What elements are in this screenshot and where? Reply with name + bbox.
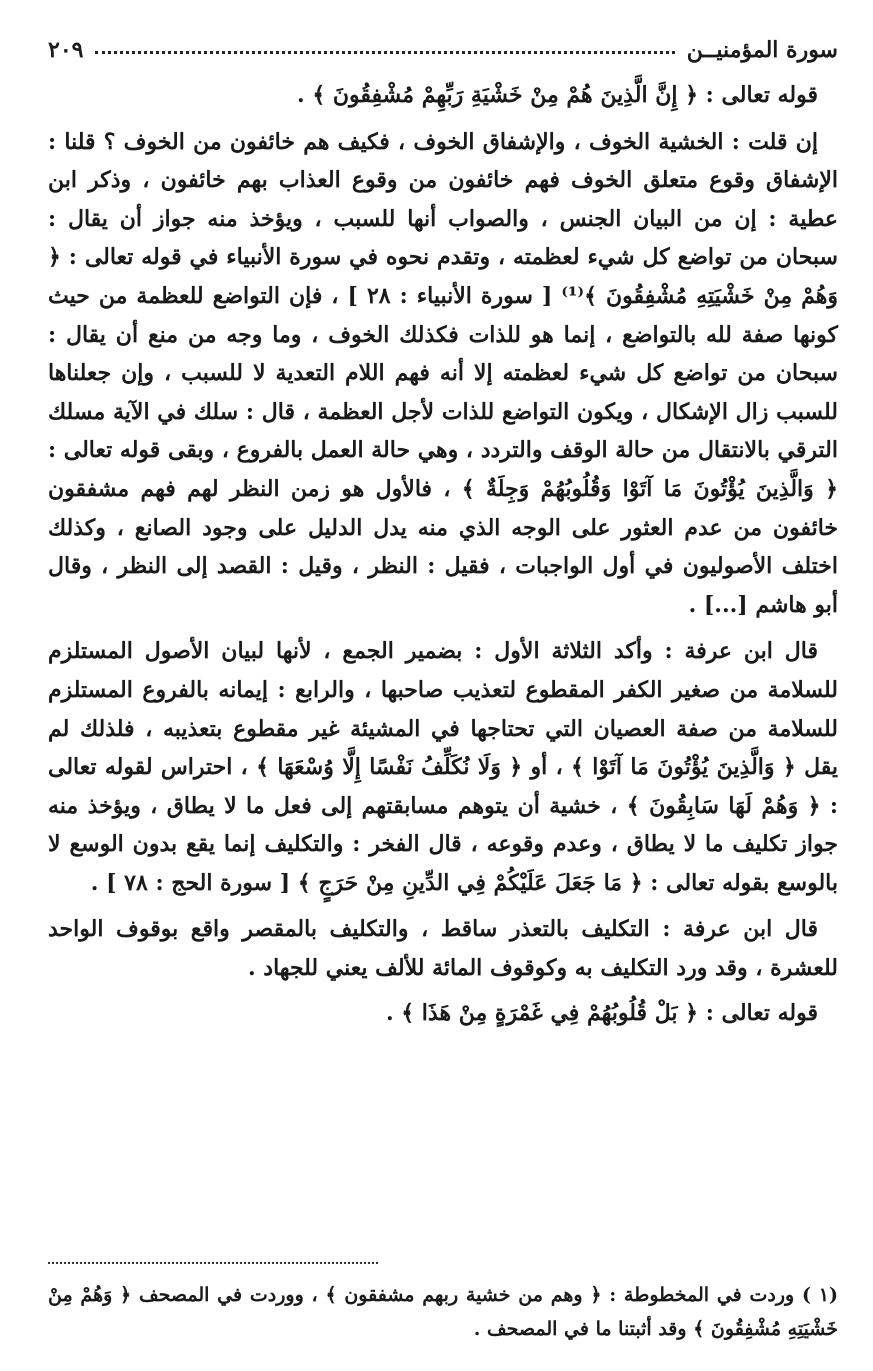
page-number: ٢٠٩ (48, 37, 84, 63)
surah-title: سورة المؤمنيــن (686, 37, 838, 63)
header-dotted-leader (95, 51, 674, 54)
page (48, 30, 838, 1032)
verse-heading-2: قوله تعالى : ﴿ بَلْ قُلُوبُهُمْ فِي غَمْرَةٍ مِنْ هَذَا ﴾ . (385, 999, 818, 1026)
paragraph-3: قال ابن عرفة : التكليف بالتعذر ساقط ، والتكليف بالمقصر واقع بوقوف الواحد للعشرة ، وقد ورد التكليف به وكوقوف المائة للألف يعني للجهاد . (48, 916, 838, 982)
footnote: (١ ) وردت في المخطوطة : ﴿ وهم من خشية ربهم مشفقون ﴾ ، ووردت في المصحف ﴿ وَهُمْ مِنْ خَشْيَتِهِ مُشْفِقُونَ ﴾ وقد أثبتنا ما في المصحف . (48, 1284, 838, 1340)
main-text (48, 76, 838, 1032)
paragraph-2: قال ابن عرفة : وأكد الثلاثة الأول : بضمير الجمع ، لأنها لبيان الأصول المستلزم للسلامة من صغير الكفر المقطوع لتعذيب صاحبها ، والرابع : إيمانه بالفروع المستلزم للسلامة من صفة العصيان التي تحتاجها في المشيئة غير مقطوع بتعذيبه ، فلذلك لم يقل ﴿ وَالَّذِينَ يُؤْتُونَ مَا آتَوْا ﴾ ، أو ﴿ وَلَا نُكَلِّفُ نَفْسًا إِلَّا وُسْعَهَا ﴾ ، احتراس لقوله تعالى : ﴿ وَهُمْ لَهَا سَابِقُونَ ﴾ ، خشية أن يتوهم مسابقتهم إلى فعل ما لا يطاق ، ويؤخذ منه جواز تكليف ما لا يطاق ، وعدم وقوعه ، قال الفخر : والتكليف إنما يقع بدون الوسع لا بالوسع بقوله تعالى : ﴿ مَا جَعَلَ عَلَيْكُمْ فِي الدِّينِ مِنْ حَرَجٍ ﴾ [ سورة الحج : ٧٨ ] . (48, 638, 838, 896)
verse-heading-1: قوله تعالى : ﴿ إِنَّ الَّذِينَ هُمْ مِنْ خَشْيَةِ رَبِّهِمْ مُشْفِقُونَ ﴾ . (297, 82, 818, 108)
paragraph-1: إن قلت : الخشية الخوف ، والإشفاق الخوف ، فكيف هم خائفون من الخوف ؟ قلنا : الإشفاق وقوع متعلق الخوف فهم خائفون من وقوع العذاب بهم خائفون ، وذكر ابن عطية : إن من البيان الجنس ، والصواب أنها للسبب ، ويؤخذ منه جواز أن يقال : سبحان من تواضع كل شيء لعظمته ، وتقدم نحوه في سورة الأنبياء في قوله تعالى : ﴿ وَهُمْ مِنْ خَشْيَتِهِ مُشْفِقُونَ ﴾⁽¹⁾ [ سورة الأنبياء : ٢٨ ] ، فإن التواضع للعظمة من حيث كونها صفة لله بالتواضع ، إنما هو للذات فكذلك الخوف ، وما وجه من منع أن يقال : سبحان من تواضع كل شيء لعظمته إلا أنه فهم اللام التعدية لا للسبب ، وإن جعلناها للسبب زال الإشكال ، ويكون التواضع للذات لأجل العظمة ، قال : سلك في الآية مسلك الترقي بالانتقال من حالة الوقف والتردد ، وهي حالة العمل بالفروع ، وبقى قوله تعالى : ﴿ وَالَّذِينَ يُؤْتُونَ مَا آتَوْا وَقُلُوبُهُمْ وَجِلَةٌ ﴾ ، فالأول هو زمن النظر لهم فهم مشفقون خائفون من عدم العثور على الوجه الذي منه يدل الدليل على وجود الصانع ، وكذلك اختلف الأصوليون في أول الواجبات ، فقيل : النظر ، وقيل : القصد إلى النظر ، وقال أبو هاشم [...] . (47, 128, 839, 618)
running-header (48, 30, 838, 70)
footnote-divider (48, 1262, 378, 1264)
